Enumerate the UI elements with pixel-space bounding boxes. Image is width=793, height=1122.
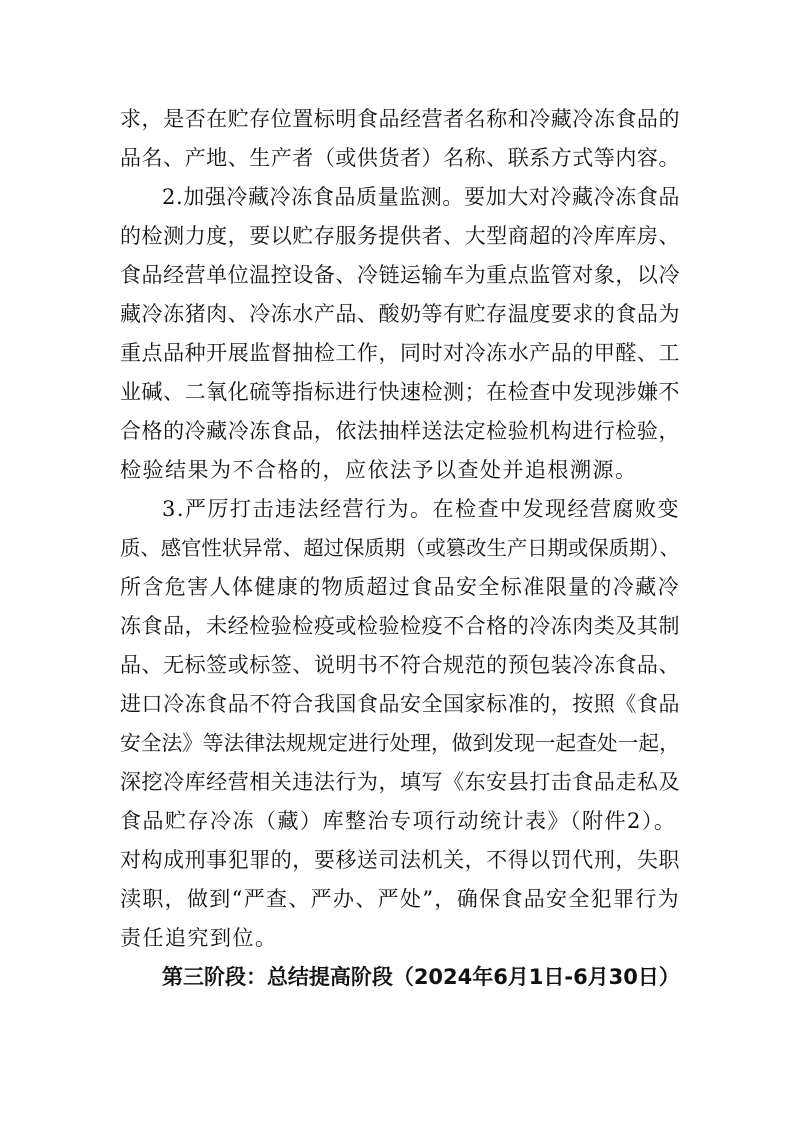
text-line: 2.加强冷藏冷冻食品质量监测。要加大对冷藏冷冻食品	[162, 185, 680, 209]
text-line: 渎职，做到“严查、严办、严处”，确保食品安全犯罪行为	[120, 887, 680, 911]
section-heading: 第三阶段：总结提高阶段（2024年6月1日-6月30日）	[162, 965, 680, 989]
text-line: 品、无标签或标签、说明书不符合规范的预包装冷冻食品、	[120, 653, 680, 677]
text-line: 食品经营单位温控设备、冷链运输车为重点监管对象，以冷	[120, 263, 680, 287]
text-line: 食品贮存冷冻（藏）库整治专项行动统计表》（附件2）。	[120, 809, 677, 833]
text-line: 品名、产地、生产者（或供货者）名称、联系方式等内容。	[120, 146, 680, 170]
text-line: 深挖冷库经营相关违法行为，填写《东安县打击食品走私及	[120, 770, 680, 794]
text-line: 检验结果为不合格的，应依法予以查处并追根溯源。	[120, 458, 638, 482]
text-line: 求，是否在贮存位置标明食品经营者名称和冷藏冷冻食品的	[120, 107, 680, 131]
text-line: 进口冷冻食品不符合我国食品安全国家标准的，按照《食品	[120, 692, 680, 716]
text-line: 质、感官性状异常、超过保质期（或篡改生产日期或保质期）、	[120, 536, 680, 560]
text-line: 责任追究到位。	[120, 926, 278, 950]
text-line: 3.严厉打击违法经营行为。在检查中发现经营腐败变	[162, 497, 680, 521]
text-line: 藏冷冻猪肉、冷冻水产品、酸奶等有贮存温度要求的食品为	[120, 302, 680, 326]
text-line: 冻食品，未经检验检疫或检验检疫不合格的冷冻肉类及其制	[120, 614, 680, 638]
text-line: 的检测力度，要以贮存服务提供者、大型商超的冷库库房、	[120, 224, 680, 248]
text-line: 对构成刑事犯罪的，要移送司法机关，不得以罚代刑，失职	[120, 848, 680, 872]
text-line: 重点品种开展监督抽检工作，同时对冷冻水产品的甲醛、工	[120, 341, 680, 365]
text-line: 所含危害人体健康的物质超过食品安全标准限量的冷藏冷	[120, 575, 680, 599]
text-line: 业碱、二氧化硫等指标进行快速检测；在检查中发现涉嫌不	[120, 380, 680, 404]
text-line: 安全法》等法律法规规定进行处理，做到发现一起查处一起，	[120, 731, 680, 755]
text-line: 合格的冷藏冷冻食品，依法抽样送法定检验机构进行检验，	[120, 419, 680, 443]
